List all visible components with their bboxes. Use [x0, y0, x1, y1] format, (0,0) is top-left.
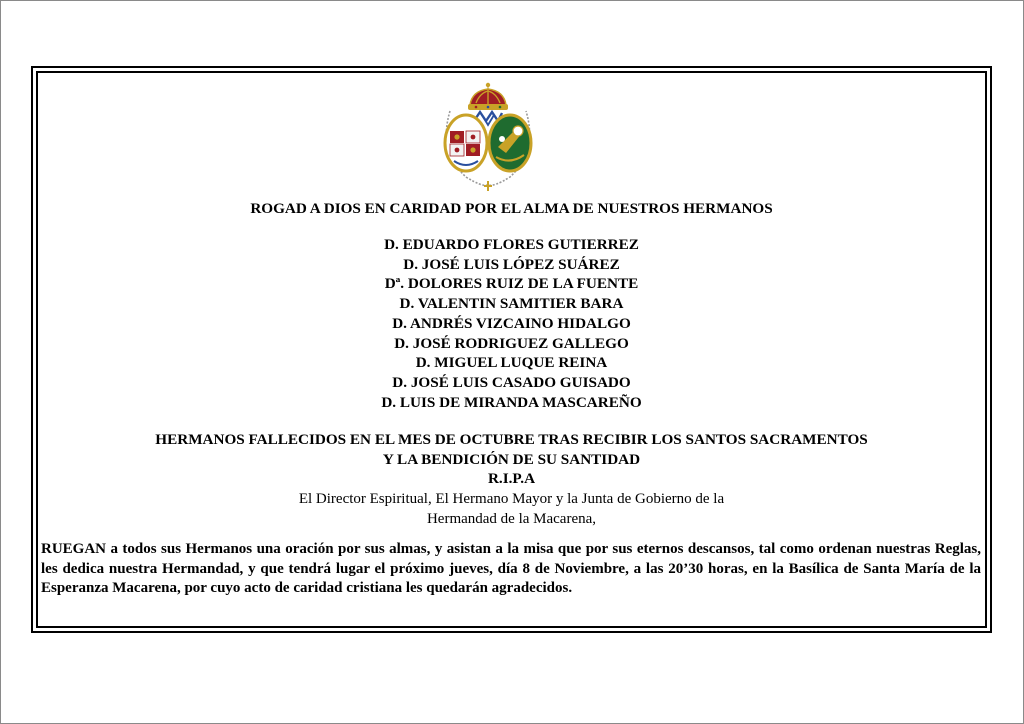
director-line-1: El Director Espiritual, El Hermano Mayor y la Junta de Gobierno de la [298, 491, 725, 507]
request-text: a todos sus Hermanos una oración por sus almas, y asistan a la misa que por sus eternos descansos, tal como ordenan nuestras Reglas, les dedica nuestra Hermandad, y que tendrá lugar el próximo jueves, día 8 de Noviembre, a las 20’30 horas, en la Basílica de Santa María de la Esperanza Macarena, por cuyo acto de caridad cristiana les quedarán agradecidos. [41, 541, 981, 597]
fallen-notice-line-1: HERMANOS FALLECIDOS EN EL MES DE OCTUBRE TRAS RECIBIR LOS SANTOS SACRAMENTOS [155, 431, 868, 448]
director-line-2: Hermandad de la Macarena, [426, 511, 597, 527]
ripa-text: R.I.P.A [487, 470, 536, 487]
list-item: D. ANDRÉS VIZCAINO HIDALGO [392, 314, 631, 332]
list-item: D. EDUARDO FLORES GUTIERREZ [384, 236, 639, 253]
request-paragraph [41, 540, 981, 599]
list-item: Dª. DOLORES RUIZ DE LA FUENTE [384, 275, 639, 293]
brotherhood-crest-icon [436, 81, 540, 193]
fallen-notice-line-2: Y LA BENDICIÓN DE SU SANTIDAD [382, 451, 641, 468]
request-lead: RUEGAN [41, 541, 107, 557]
heading: ROGAD A DIOS EN CARIDAD POR EL ALMA DE NUESTROS HERMANOS [250, 200, 773, 217]
list-item: D. JOSÉ LUIS LÓPEZ SUÁREZ [403, 255, 620, 273]
list-item: D. JOSÉ LUIS CASADO GUISADO [392, 373, 631, 391]
list-item: D. JOSÉ RODRIGUEZ GALLEGO [394, 334, 629, 352]
list-item: D. LUIS DE MIRANDA MASCAREÑO [381, 393, 642, 411]
list-item: D. MIGUEL LUQUE REINA [415, 354, 608, 372]
names-list [36, 235, 987, 412]
list-item: D. VALENTIN SAMITIER BARA [399, 295, 624, 313]
